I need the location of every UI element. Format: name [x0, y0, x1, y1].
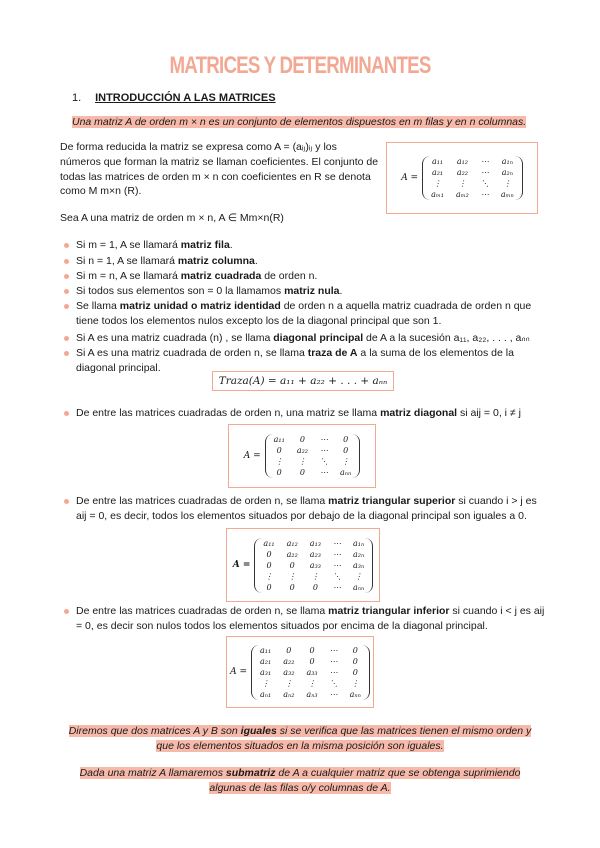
matrix-cell: 0 [352, 656, 358, 666]
matrix-cell: a₂₂ [456, 168, 469, 177]
bullet-triangular-superior: De entre las matrices cuadradas de orden n, se llama matriz triangular superior si cuando i > j es aij = 0, es decir, todos los elementos situados por debajo de la diagonal principal son iguales a 0. [76, 494, 546, 524]
term-matriz-diagonal: matriz diagonal [380, 407, 458, 419]
section-title: INTRODUCCIÓN A LAS MATRICES [95, 92, 276, 104]
matrix-cell: aₙₙ [349, 689, 361, 699]
matrix-cell: ⋮ [284, 678, 293, 688]
matrix-cell: 0 [299, 468, 305, 477]
term-triangular-inferior: matriz triangular inferior [328, 605, 450, 617]
matrix-cell: ⋯ [480, 190, 489, 199]
superior-matrix-box [226, 528, 380, 602]
matrix-cell: ⋮ [288, 571, 297, 581]
matrix-cell: aₙ₁ [259, 689, 272, 699]
matrix-table [268, 434, 358, 478]
matrix-cell: 0 [289, 582, 295, 592]
matrix-cell: ⋯ [332, 582, 341, 592]
bullet-diagonal: De entre las matrices cuadradas de orden n, una matriz se llama matriz diagonal si aij = 0, i ≠ j [76, 406, 546, 421]
matrix-cell: 0 [266, 549, 272, 559]
matrix-cell: a₂₁ [431, 168, 444, 177]
matrix-cell: a₃ₙ [353, 560, 365, 570]
matrix-cell: ⋯ [480, 168, 489, 177]
matrix-table [257, 538, 370, 593]
submatriz-paragraph: Dada una matriz A llamaremos submatriz de A a cualquier matriz que se obtenga suprimiendo algunas de las filas o/y columnas de A. [79, 767, 521, 794]
intro-paragraph: De forma reducida la matriz se expresa como A = (aᵢⱼ)ᵢⱼ y los números que forman la matriz se llaman coeficientes. El conjunto de todas las matrices de orden m × n con coeficientes en R se denota como M m×n (R). [60, 141, 379, 198]
matrix-cell: a₂₂ [296, 446, 308, 455]
bullet-term: matriz cuadrada [180, 270, 262, 282]
matrix-cell: ⋮ [503, 179, 512, 188]
matrix-cell: ⋱ [320, 457, 328, 466]
matrix-cell: a₂ₙ [353, 549, 365, 559]
term-submatriz: submatriz [225, 767, 276, 779]
matrix-cell: 0 [286, 645, 292, 655]
matrix-cell: ⋯ [320, 468, 328, 477]
bullet-item: Si A es una matriz cuadrada (n) , se llama diagonal principal de A a la sucesión a₁₁, a₂₂, . . . , aₙₙ [76, 331, 546, 346]
section-number: 1. [72, 92, 82, 104]
matrix-cell: ⋯ [480, 157, 489, 166]
matrix-cell: ⋮ [275, 457, 284, 466]
matrix-cell: a₁₁ [431, 157, 444, 166]
inferior-matrix: A = a₁₁ 0 0 ⋯ 0 a₂₁ a₂₂ 0 ⋯ 0 a₃₁ a₃₂ a₃₃ ⋯ 0 ⋮ ⋮ ⋮ ⋱ ⋮ aₙ₁ aₙ₂ aₙ₃ ⋯ aₙₙ [230, 645, 370, 700]
superior-matrix: A = a₁₁ a₁₂ a₁₃ ⋯ a₁ₙ 0 a₂₂ a₂₃ ⋯ a₂ₙ 0 0 a₃₃ ⋯ a₃ₙ ⋮ ⋮ ⋮ ⋱ ⋮ 0 0 0 ⋯ aₙₙ [233, 538, 374, 593]
diagonal-matrix-box [228, 424, 376, 488]
bullet-term: matriz fila [180, 239, 230, 251]
matrix-cell: a₁₂ [456, 157, 469, 166]
matrix-cell: ⋯ [320, 446, 328, 455]
matrix-cell: ⋮ [265, 571, 274, 581]
matrix-cell: a₁₃ [309, 538, 321, 548]
matrix-cell: aₙₙ [340, 468, 352, 477]
matrix-cell: 0 [289, 560, 295, 570]
bullet-term: traza de A [307, 347, 358, 359]
bullet-item: Si m = n, A se llamará matriz cuadrada de orden n. [76, 269, 546, 284]
matrix-cell: 0 [343, 446, 349, 455]
matrix-cell: ⋯ [329, 689, 338, 699]
matrix-cell: 0 [312, 582, 318, 592]
matrix-cell: ⋯ [332, 560, 341, 570]
section-heading [72, 92, 276, 104]
matrix-cell: aₘₙ [500, 190, 514, 199]
matrix-table [254, 645, 367, 700]
matrix-cell: 0 [276, 468, 282, 477]
matrix-cell: aₘ₁ [431, 190, 444, 199]
matrix-cell: a₁₂ [286, 538, 298, 548]
bullet-item: Se llama matriz unidad o matriz identidad de orden n a aquella matriz cuadrada de orden n que tiene todos los elementos nulos excepto los de la diagonal principal que son 1. [76, 299, 546, 329]
matrix-cell: ⋮ [298, 457, 307, 466]
matrix-cell: 0 [299, 435, 305, 444]
matrix-cell: ⋮ [261, 678, 270, 688]
matrix-cell: ⋯ [332, 549, 341, 559]
matrix-cell: ⋮ [308, 678, 317, 688]
bullet-triangular-inferior: De entre las matrices cuadradas de orden n, se llama matriz triangular inferior si cuando i < j es aij = 0, es decir son nulos todos los elementos situados por encima de la diagonal principal. [76, 605, 545, 632]
matrix-cell: a₂₁ [260, 656, 272, 666]
page-title: MATRICES Y DETERMINANTES [169, 52, 431, 79]
matrix-cell: a₂ₙ [501, 168, 513, 177]
iguales-paragraph: Diremos que dos matrices A y B son iguales si se verifica que las matrices tienen el mismo orden y que los elementos situados en la misma posición son iguales. [68, 725, 532, 752]
matrix-cell: a₂₂ [286, 549, 298, 559]
matrix-cell: aₙₙ [352, 582, 365, 592]
matrix-cell: 0 [352, 645, 358, 655]
traza-formula: Traza(A) = a₁₁ + a₂₂ + . . . + aₙₙ [218, 375, 388, 387]
definition-text: Una matriz A de orden m × n es un conjunto de elementos dispuestos en m filas y en n columnas. [72, 116, 527, 128]
matrix-cell: a₁ₙ [501, 157, 513, 166]
matrix-cell: 0 [309, 656, 315, 666]
bullet-item: Si m = 1, A se llamará matriz fila. [76, 238, 546, 253]
matrix-cell: a₃₃ [306, 667, 318, 677]
bullet-item: Si A es una matriz cuadrada de orden n, se llama traza de A a la suma de los elementos de la diagonal principal. [76, 346, 546, 376]
definition-highlight [72, 116, 532, 128]
inferior-matrix-box [226, 636, 374, 708]
bullet-term: matriz unidad o matriz identidad [119, 300, 281, 312]
matrix-cell: aₙ₂ [283, 689, 295, 699]
matrix-cell: a₁₁ [273, 435, 285, 444]
matrix-cell: 0 [266, 560, 272, 570]
bullet-term: diagonal principal [273, 332, 364, 344]
matrix-cell: ⋮ [354, 571, 363, 581]
matrix-cell: a₁ₙ [353, 538, 365, 548]
matrix-cell: ⋯ [329, 667, 338, 677]
matrix-cell: a₃₂ [283, 667, 295, 677]
general-matrix-box [386, 142, 538, 214]
matrix-cell: aₙ₃ [306, 689, 318, 699]
matrix-cell: a₁₁ [260, 645, 272, 655]
matrix-cell: aₘ₂ [455, 190, 469, 199]
matrix-cell: ⋱ [480, 179, 489, 188]
bullet-item: Si todos sus elementos son = 0 la llamamos matriz nula. [76, 284, 546, 299]
matrix-cell: a₂₃ [309, 549, 321, 559]
matrix-cell: 0 [266, 582, 272, 592]
diagonal-matrix: A = a₁₁ 0 ⋯ 0 0 a₂₂ ⋯ 0 ⋮ ⋮ ⋱ ⋮ 0 0 ⋯ aₙₙ [244, 434, 361, 478]
matrix-cell: ⋯ [329, 656, 338, 666]
bullet-item: Si n = 1, A se llamará matriz columna. [76, 254, 546, 269]
matrix-cell: ⋱ [332, 571, 341, 581]
term-triangular-superior: matriz triangular superior [328, 495, 456, 507]
matrix-cell: a₂₂ [283, 656, 295, 666]
bullet-term: matriz nula [284, 285, 340, 297]
matrix-cell: 0 [343, 435, 349, 444]
matrix-cell: a₁₁ [263, 538, 275, 548]
matrix-cell: ⋮ [311, 571, 320, 581]
matrix-cell: ⋮ [351, 678, 360, 688]
sea-line: Sea A una matriz de orden m × n, A ∈ Mm×n(R) [60, 212, 284, 224]
matrix-cell: ⋮ [433, 179, 442, 188]
traza-box [212, 371, 394, 391]
matrix-cell: a₃₁ [260, 667, 272, 677]
matrix-cell: ⋱ [329, 678, 338, 688]
term-iguales: iguales [240, 725, 277, 737]
matrix-table [425, 156, 520, 200]
matrix-cell: ⋯ [320, 435, 328, 444]
matrix-cell: ⋮ [458, 179, 467, 188]
bullet-term: matriz columna [177, 255, 255, 267]
matrix-cell: 0 [352, 667, 358, 677]
matrix-cell: 0 [309, 645, 315, 655]
matrix-cell: ⋯ [332, 538, 341, 548]
matrix-cell: a₃₃ [309, 560, 321, 570]
general-matrix [401, 156, 523, 200]
matrix-lhs: A = [401, 173, 419, 183]
matrix-cell: 0 [276, 446, 282, 455]
matrix-cell: ⋮ [341, 457, 350, 466]
matrix-cell: ⋯ [329, 645, 338, 655]
